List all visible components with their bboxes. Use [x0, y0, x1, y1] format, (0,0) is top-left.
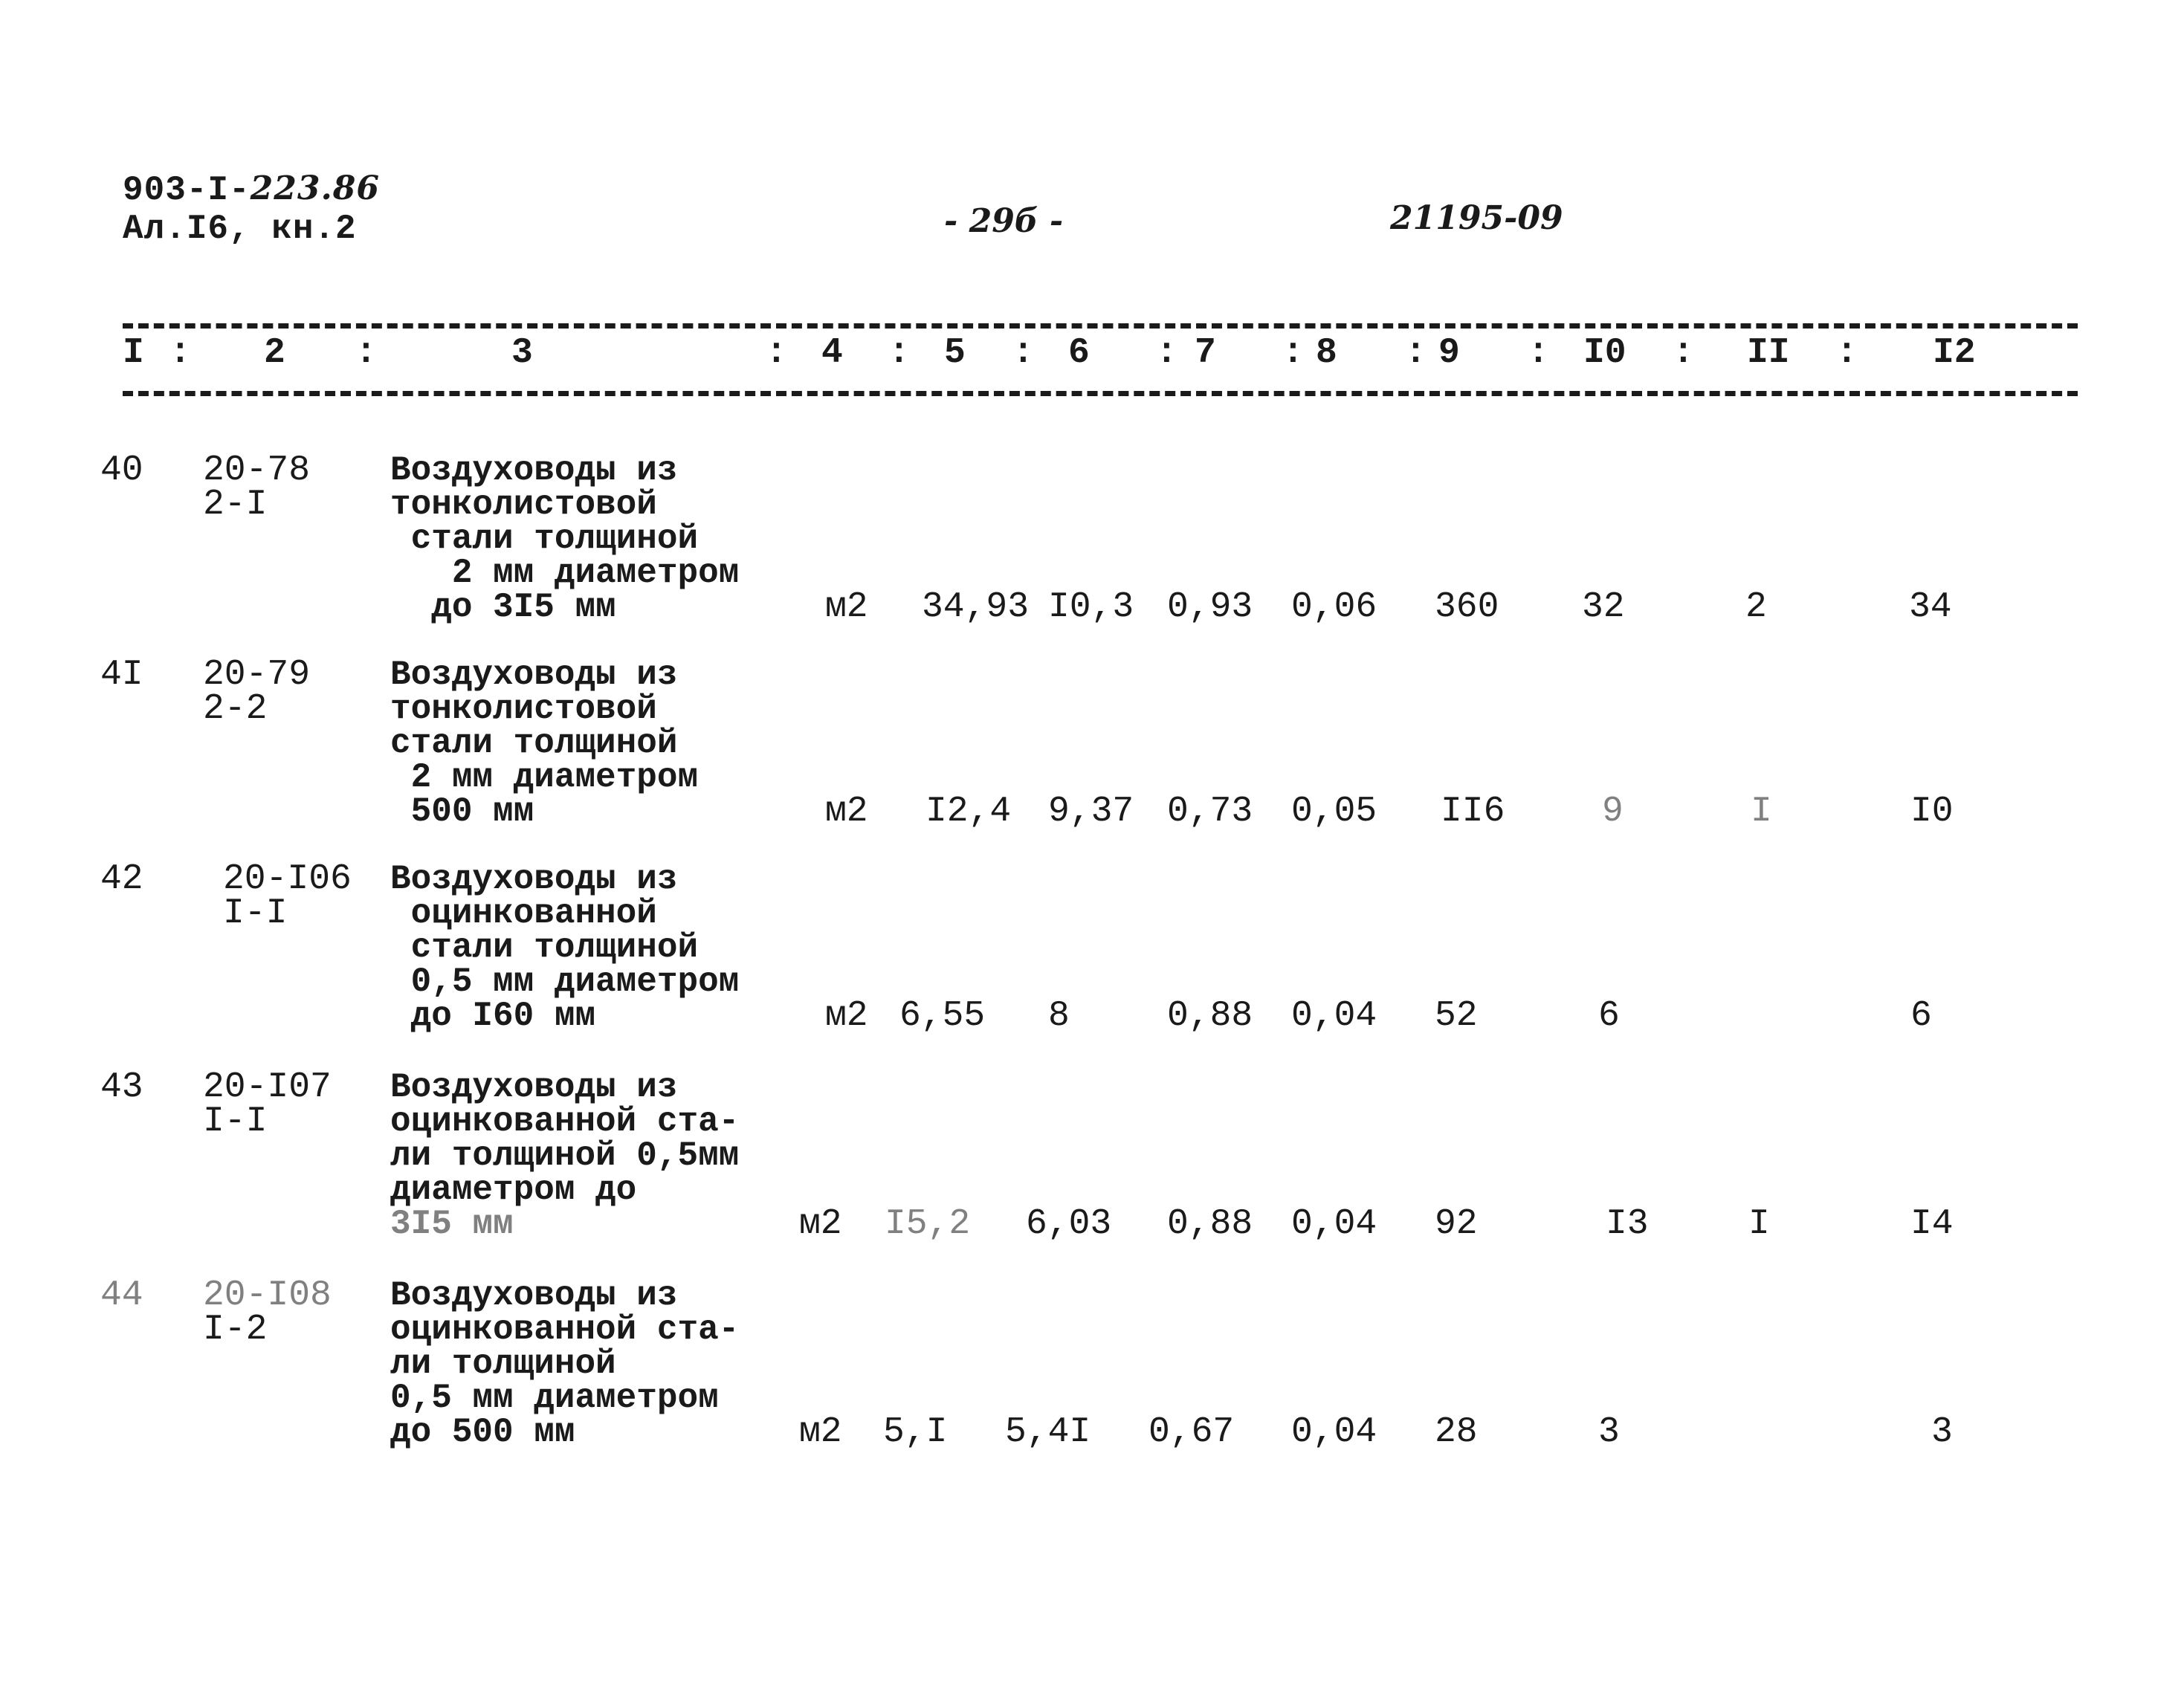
value-col5: 6,55: [899, 996, 986, 1036]
column-separator: :: [1156, 333, 1177, 373]
norm-code: 20-I08: [203, 1275, 332, 1316]
column-header: I2: [1933, 333, 1976, 373]
work-description-line: стали толщиной: [390, 724, 678, 763]
work-description-line: 2 мм диаметром: [390, 554, 740, 592]
value-col7: 0,93: [1167, 587, 1253, 627]
work-description-line: 3I5 мм: [390, 1205, 514, 1243]
value-col5: 5,I: [883, 1412, 948, 1452]
work-description-line: диаметром до: [390, 1171, 637, 1209]
value-col9: 360: [1435, 587, 1499, 627]
work-description-line: Воздуховоды из: [390, 860, 678, 899]
value-col7: 0,67: [1148, 1412, 1235, 1452]
work-description-line: 2 мм диаметром: [390, 758, 699, 797]
column-separator: :: [1405, 333, 1427, 373]
work-description-line: оцинкованной ста-: [390, 1310, 740, 1349]
column-separator: :: [1282, 333, 1304, 373]
value-col11: I: [1748, 1204, 1770, 1244]
work-description-line: Воздуховоды из: [390, 1276, 678, 1315]
column-header: 3: [511, 333, 533, 373]
work-description-line: оцинкованной: [390, 894, 657, 933]
work-description-line: 0,5 мм диаметром: [390, 1379, 719, 1417]
column-header: 9: [1438, 333, 1460, 373]
work-description-line: оцинкованной ста-: [390, 1102, 740, 1141]
value-col5: I5,2: [885, 1204, 971, 1244]
row-number: 42: [100, 859, 143, 899]
work-description-line: до 500 мм: [390, 1413, 575, 1452]
value-col10: I3: [1606, 1204, 1649, 1244]
unit: м2: [825, 587, 868, 627]
value-col11: 2: [1745, 587, 1767, 627]
column-header: 8: [1316, 333, 1337, 373]
work-description-line: 0,5 мм диаметром: [390, 962, 740, 1001]
value-col10: 3: [1598, 1412, 1620, 1452]
work-description-line: стали толщиной: [390, 928, 699, 967]
value-col10: 32: [1582, 587, 1625, 627]
row-number: 43: [100, 1067, 143, 1107]
value-col6: I0,3: [1048, 587, 1134, 627]
value-col7: 0,73: [1167, 792, 1253, 832]
column-header: 7: [1195, 333, 1216, 373]
column-header: 2: [264, 333, 285, 373]
value-col8: 0,06: [1291, 587, 1377, 627]
value-col9: II6: [1441, 792, 1505, 832]
norm-code: 20-78: [203, 450, 311, 491]
work-description-line: ли толщиной: [390, 1345, 616, 1383]
sheet-number: 21195-09: [1390, 199, 1563, 237]
norm-code-sub: I-2: [203, 1310, 268, 1350]
value-col10: 9: [1602, 792, 1624, 832]
value-col8: 0,04: [1291, 1204, 1377, 1244]
unit: м2: [825, 792, 868, 832]
value-col9: 52: [1435, 996, 1478, 1036]
work-description-line: 500 мм: [390, 792, 534, 831]
value-col6: 6,03: [1026, 1204, 1112, 1244]
value-col6: 9,37: [1048, 792, 1134, 832]
work-description-line: Воздуховоды из: [390, 1068, 678, 1107]
work-description-line: ли толщиной 0,5мм: [390, 1136, 740, 1175]
value-col11: I: [1751, 792, 1772, 832]
unit: м2: [799, 1412, 842, 1452]
header-top-rule: [123, 323, 2078, 329]
unit: м2: [799, 1204, 842, 1244]
value-col6: 5,4I: [1005, 1412, 1091, 1452]
value-col8: 0,04: [1291, 1412, 1377, 1452]
value-col9: 92: [1435, 1204, 1478, 1244]
norm-code-sub: I-I: [223, 893, 288, 933]
row-number: 40: [100, 450, 143, 491]
row-number: 4I: [100, 655, 143, 695]
unit: м2: [825, 996, 868, 1036]
column-header: I0: [1583, 333, 1626, 373]
work-description-line: тонколистовой: [390, 485, 657, 524]
album-reference: Ал.I6, кн.2: [123, 210, 357, 248]
column-header: 4: [821, 333, 843, 373]
value-col5: 34,93: [922, 587, 1030, 627]
work-description-line: Воздуховоды из: [390, 451, 678, 490]
norm-code-sub: 2-2: [203, 689, 268, 729]
document-code-handwritten: 223.86: [250, 169, 381, 207]
work-description-line: Воздуховоды из: [390, 656, 678, 694]
value-col12: I0: [1910, 792, 1954, 832]
value-col8: 0,04: [1291, 996, 1377, 1036]
column-separator: :: [169, 333, 191, 373]
norm-code: 20-I06: [223, 859, 352, 899]
work-description-line: тонколистовой: [390, 690, 657, 728]
work-description-line: до I60 мм: [390, 997, 596, 1035]
value-col7: 0,88: [1167, 996, 1253, 1036]
header-bottom-rule: [123, 391, 2078, 396]
norm-code-sub: 2-I: [203, 485, 268, 525]
column-separator: :: [355, 333, 377, 373]
value-col9: 28: [1435, 1412, 1478, 1452]
column-header: I: [123, 333, 144, 373]
work-description-line: стали толщиной: [390, 520, 699, 558]
column-separator: :: [1528, 333, 1549, 373]
norm-code-sub: I-I: [203, 1101, 268, 1142]
column-separator: :: [1673, 333, 1694, 373]
value-col12: 3: [1931, 1412, 1953, 1452]
value-col7: 0,88: [1167, 1204, 1253, 1244]
row-number: 44: [100, 1275, 143, 1316]
value-col8: 0,05: [1291, 792, 1377, 832]
value-col12: 6: [1910, 996, 1932, 1036]
column-header: 6: [1068, 333, 1090, 373]
column-separator: :: [1836, 333, 1858, 373]
value-col5: I2,4: [925, 792, 1012, 832]
value-col12: 34: [1909, 587, 1952, 627]
value-col12: I4: [1910, 1204, 1954, 1244]
column-separator: :: [888, 333, 910, 373]
norm-code: 20-I07: [203, 1067, 332, 1107]
column-header: 5: [944, 333, 966, 373]
document-code-printed: 903-I-: [123, 171, 251, 210]
work-description-line: до 3I5 мм: [390, 588, 616, 627]
value-col10: 6: [1598, 996, 1620, 1036]
document-code: [123, 169, 380, 210]
page-number: - 29б -: [944, 202, 1064, 240]
column-separator: :: [766, 333, 787, 373]
column-header: II: [1747, 333, 1790, 373]
value-col6: 8: [1048, 996, 1070, 1036]
column-separator: :: [1012, 333, 1034, 373]
norm-code: 20-79: [203, 655, 311, 695]
